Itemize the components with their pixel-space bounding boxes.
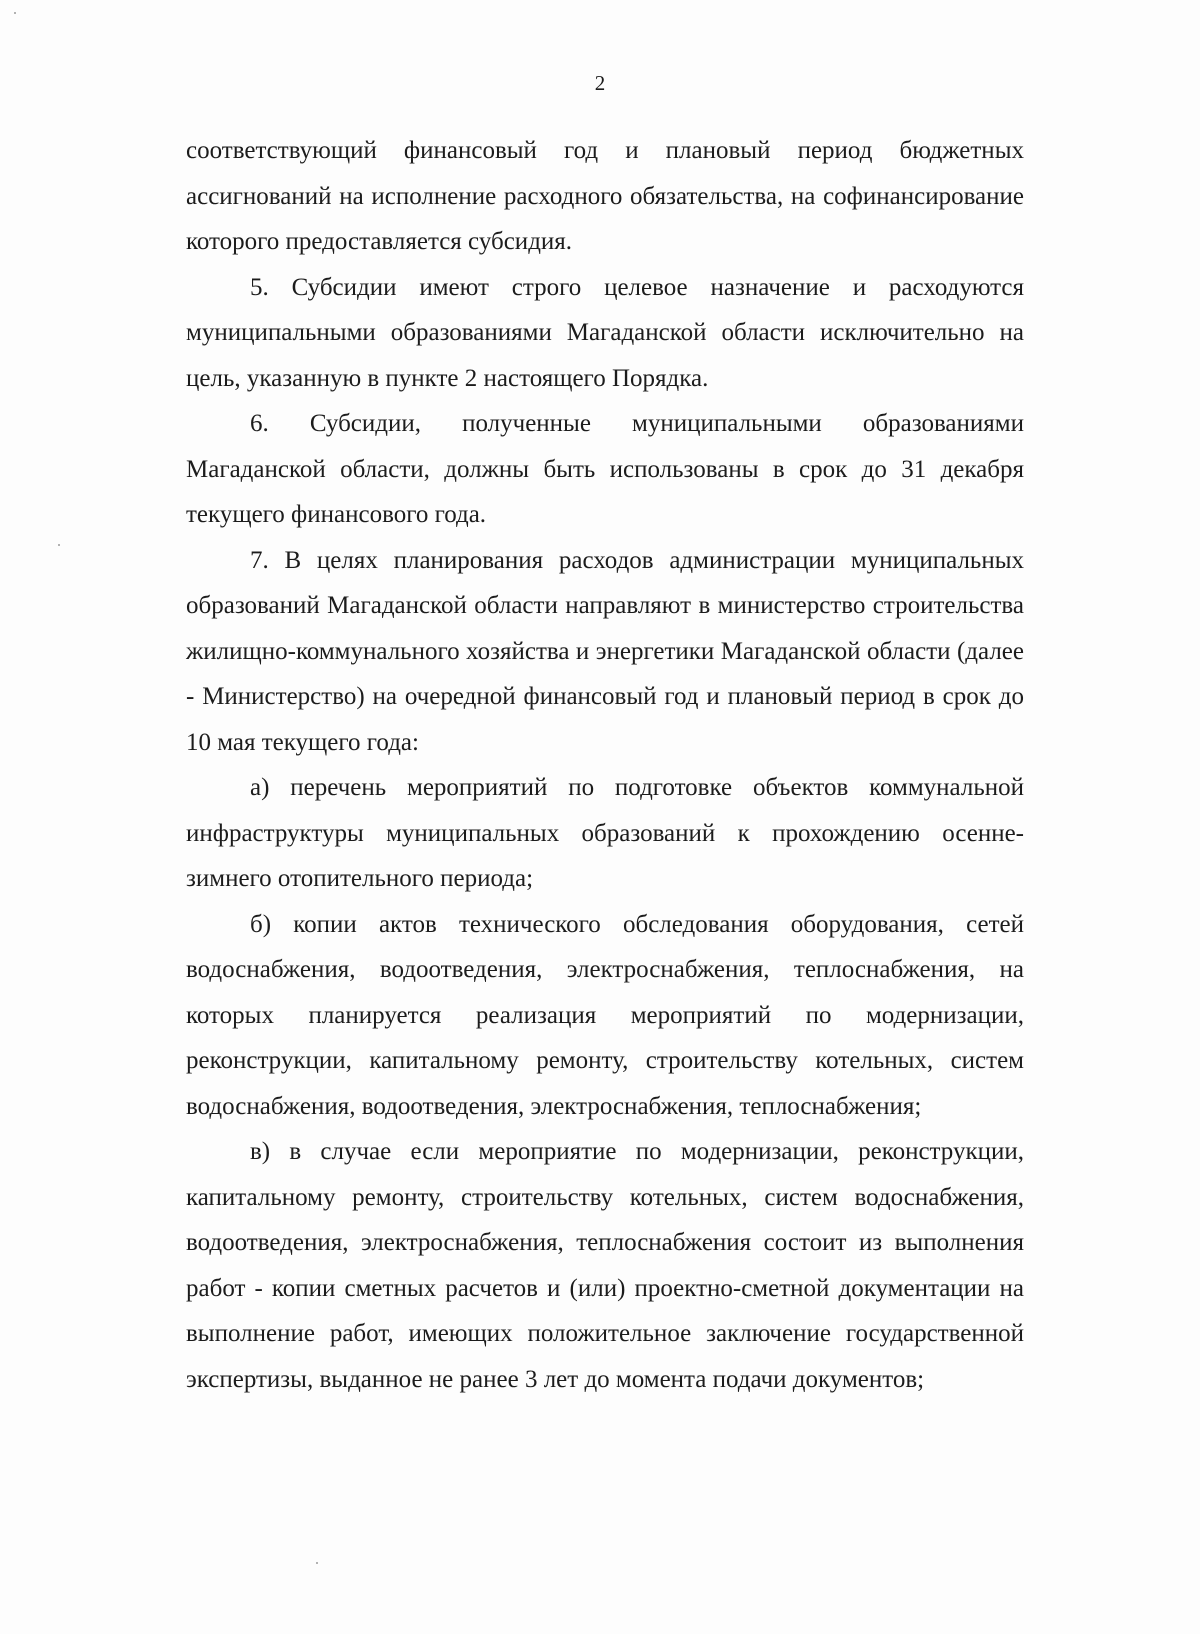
paragraph-subitem-v: в) в случае если мероприятие по модернизации, реконструкции, капитальному ремонту, строительству котельных, систем водоснабжения, водоотведения, электроснабжения, теплоснабжения состоит из выполнения работ - копии сметных расчетов и (или) проектно-сметной документации на выполнение работ, имеющих положительное заключение государственной экспертизы, выданное не ранее 3 лет до момента подачи документов; <box>186 1138 1024 1393</box>
paragraph-subitem-b: б) копии актов технического обследования оборудования, сетей водоснабжения, водоотведения, электроснабжения, теплоснабжения, на которых планируется реализация мероприятий по модернизации, реконструкции, капитальному ремонту, строительству котельных, систем водоснабжения, водоотведения, электроснабжения, теплоснабжения; <box>186 910 1024 1120</box>
scan-speck <box>58 544 60 546</box>
scan-speck <box>316 1562 318 1564</box>
paragraph-item-6: 6. Субсидии, полученные муниципальными образованиями Магаданской области, должны быть использованы в срок до 31 декабря текущего финансового года. <box>186 410 1024 528</box>
paragraph-continuation: соответствующий финансовый год и плановый период бюджетных ассигнований на исполнение расходного обязательства, на софинансирование которого предоставляется субсидия. <box>186 137 1024 255</box>
document-body <box>186 128 1024 1402</box>
scan-speck <box>14 12 16 14</box>
paragraph-item-7: 7. В целях планирования расходов администрации муниципальных образований Магаданской области направляют в министерство строительства жилищно-коммунального хозяйства и энергетики Магаданской области (далее - Министерство) на очередной финансовый год и плановый период в срок до 10 мая текущего года: <box>186 546 1024 756</box>
page-number: 2 <box>594 71 606 95</box>
paragraph-item-5: 5. Субсидии имеют строго целевое назначение и расходуются муниципальными образованиями Магаданской области исключительно на цель, указанную в пункте 2 настоящего Порядка. <box>186 273 1024 392</box>
paragraph-subitem-a: а) перечень мероприятий по подготовке объектов коммунальной инфраструктуры муниципальных образований к прохождению осенне-зимнего отопительного периода; <box>186 774 1024 892</box>
